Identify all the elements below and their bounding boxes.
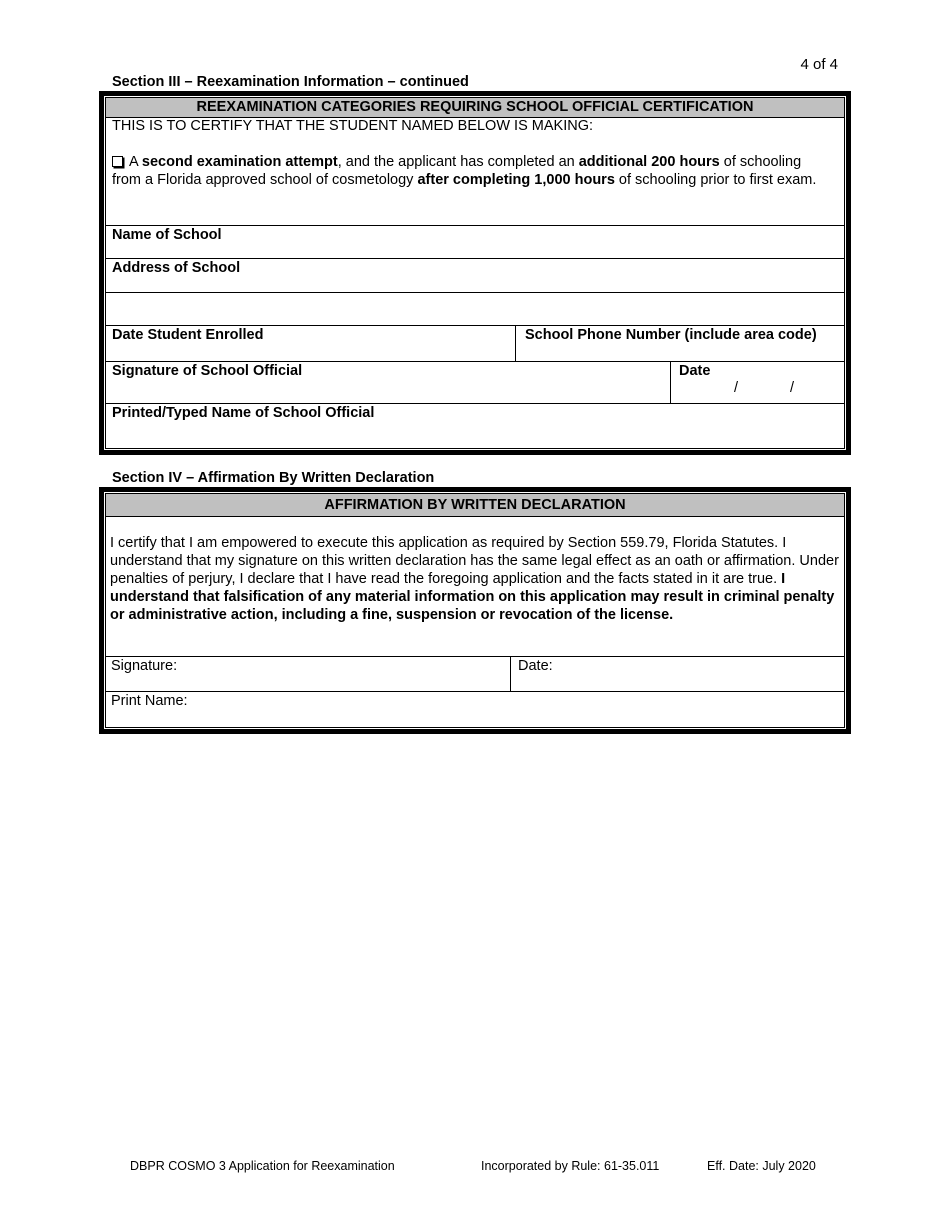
footer-form-name: DBPR COSMO 3 Application for Reexamination: [130, 1159, 395, 1173]
exam-option[interactable]: A second examination attempt, and the applicant has completed an additional 200 hours of schooling from a Florida approved school of cosmetology after completing 1,000 hours of schooling prior to first exam.: [112, 154, 817, 188]
date-slash: /: [734, 380, 739, 396]
official-signature-label: Signature of School Official: [112, 363, 303, 379]
signature-date-row: [106, 657, 844, 692]
certify-text: THIS IS TO CERTIFY THAT THE STUDENT NAMED BELOW IS MAKING:: [112, 118, 593, 134]
enrollment-phone-row: [106, 326, 844, 362]
divider: [670, 362, 671, 403]
divider: [510, 657, 511, 691]
date-slash: /: [790, 380, 795, 396]
printed-name-label: Printed/Typed Name of School Official: [112, 405, 375, 421]
section-4-title: Section IV – Affirmation By Written Declaration: [112, 470, 435, 486]
print-name-field[interactable]: [106, 692, 844, 725]
section-4-box: [99, 487, 851, 734]
divider: [515, 326, 516, 361]
printed-name-field[interactable]: [106, 404, 844, 445]
print-name-label: Print Name:: [111, 693, 188, 709]
school-address-label: Address of School: [112, 260, 241, 276]
section-3-box: [99, 91, 851, 455]
page-number: 4 of 4: [800, 56, 838, 73]
school-phone-label: School Phone Number (include area code): [525, 327, 817, 343]
certification-block: [106, 118, 844, 226]
official-date-label: Date: [679, 363, 711, 379]
school-address-field[interactable]: [106, 259, 844, 293]
date-enrolled-label: Date Student Enrolled: [112, 327, 264, 343]
section-3-header: REEXAMINATION CATEGORIES REQUIRING SCHOOL OFFICIAL CERTIFICATION: [106, 98, 844, 118]
declaration-text: I certify that I am empowered to execute this application as required by Section 559.79, Florida Statutes. I understand that my signature on this written declaration has the same legal effect as an oath or affirmation. Under penalties of perjury, I declare that I have read the foregoing application and the facts stated in it are true. I understand that falsification of any material information on this application may result in criminal penalty or administrative action, including a fine, suspension or revocation of the license.: [110, 535, 839, 623]
official-signature-row: [106, 362, 844, 404]
section-4-header: AFFIRMATION BY WRITTEN DECLARATION: [106, 494, 844, 517]
checkbox-icon[interactable]: [112, 156, 123, 167]
school-address-line-2[interactable]: [106, 293, 844, 326]
signature-label: Signature:: [111, 658, 178, 674]
date-label: Date:: [518, 658, 553, 674]
footer-rule: Incorporated by Rule: 61-35.011: [481, 1159, 660, 1173]
footer-eff-date: Eff. Date: July 2020: [707, 1159, 816, 1173]
section-3-title: Section III – Reexamination Information – continued: [112, 74, 469, 90]
school-name-label: Name of School: [112, 227, 222, 243]
school-name-field[interactable]: [106, 226, 844, 259]
declaration-block: [106, 517, 844, 657]
